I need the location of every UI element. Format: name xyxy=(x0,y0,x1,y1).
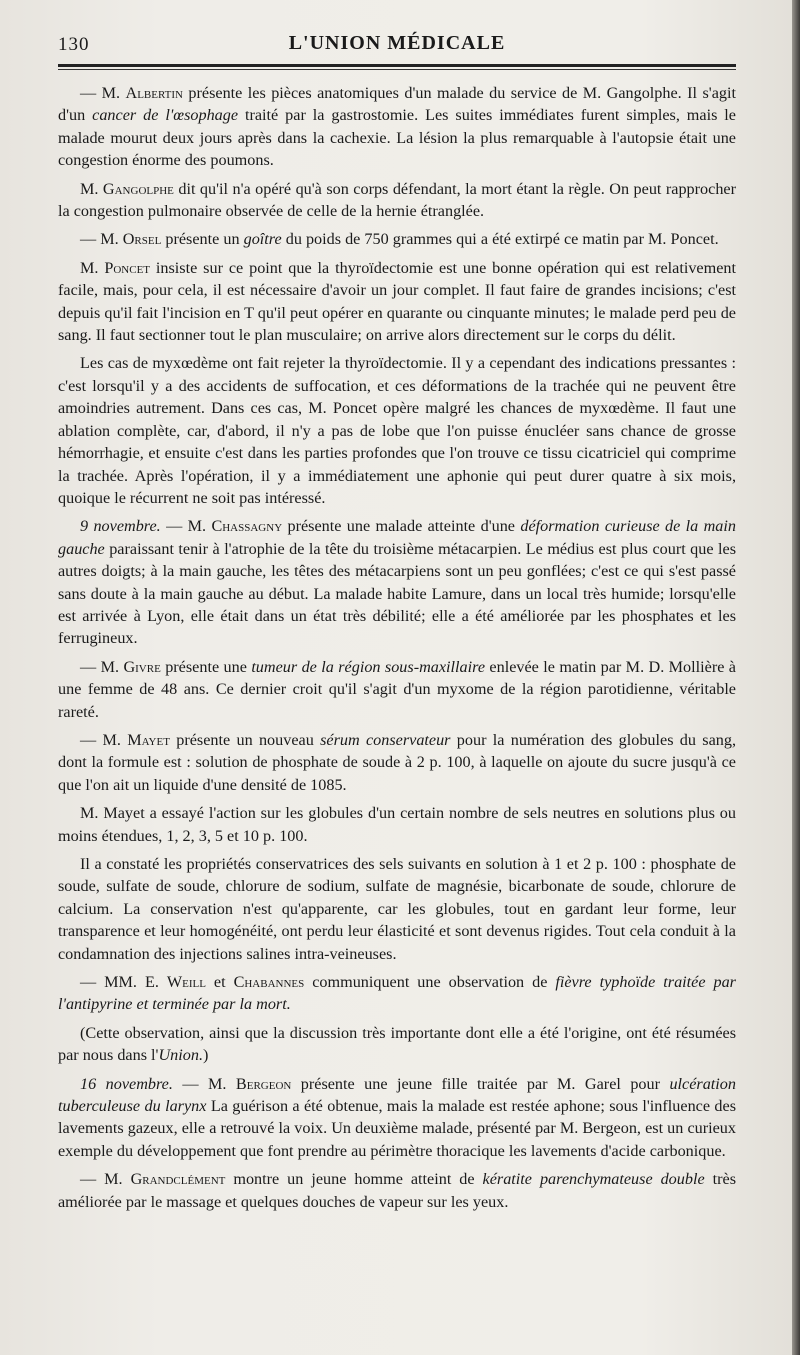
paragraph-p5 xyxy=(58,352,736,509)
text-run: M. xyxy=(80,179,103,198)
person-name: Albertin xyxy=(125,84,183,102)
paragraph-p2 xyxy=(58,178,736,223)
text-run: La guérison a été obtenue, mais la malade est restée aphone; sous l'influence des lavements gazeux, elle a retrouvé la voix. Un deuxième malade, présenté par M. Bergeon, est un curieux exemple du développement que font prendre au périmètre thoracique les lavements d'acide carbonique. xyxy=(58,1097,736,1160)
person-name: Weill xyxy=(166,973,206,992)
text-run: dit qu'il n'a opéré qu'à son corps défendant, la mort étant la règle. On peut rapprocher la congestion pulmonaire observée de celle de la hernie étranglée. xyxy=(58,179,736,221)
text-run: insiste sur ce point que la thyroïdectomie est une bonne opération qui est relativement facile, mais, pour cela, il est nécessaire d'avoir un jour complet. Il faut faire de grandes incisions; c'est depuis qu'il fait l'incision en T qu'il peut opérer en quarante ou cinquante minutes; le malade perd peu de sang. Il faut sectionner tout le plan musculaire; on arrive alors directement sur le corps du délit. xyxy=(58,258,736,345)
text-run: montre un jeune homme atteint de xyxy=(225,1170,483,1189)
text-run: présente une jeune fille traitée par M. Garel pour xyxy=(291,1074,670,1093)
text-run: Il a constaté les propriétés conservatrices des sels suivants en solution à 1 et 2 p. 100 : phosphate de soude, sulfate de soude, chlorure de sodium, sulfate de magnésie, bicarbonate de soude, chlorure de calcium. La conservation n'est qu'apparente, car les globules, tout en gardant leur forme, leur transparence et leur homogénéité, ont perdu leur élasticité et sont devenus rigides. Tout cela conduit à la condamnation des injections salines intra-veineuses. xyxy=(58,855,736,963)
person-name: Bergeon xyxy=(235,1074,292,1093)
text-run: — M. xyxy=(80,1170,131,1189)
text-run: communiquent une observation de xyxy=(304,973,556,992)
text-run: enlevée le matin par M. D. Mollière à une femme de 48 ans. Ce dernier croit qu'il s'agit d'un myxome de la région parotidienne, véritable rareté. xyxy=(58,657,736,721)
paragraph-p12 xyxy=(58,1022,736,1067)
running-title: L'UNION MÉDICALE xyxy=(288,32,506,54)
paragraph-p11 xyxy=(58,971,736,1016)
paragraph-p1 xyxy=(58,82,736,172)
text-run: paraissant tenir à l'atrophie de la tête du troisième métacarpien. Le médius est plus court que les autres doigts; à la main gauche, les têtes des métacarpiens sont un peu gonflées; c'est ce qui s'est passé sans doute à la main gauche au début. La malade habite Lamure, dans un local très humide; lorsqu'elle est arrivée à Lyon, elle était dans un état très débilité; elle a été améliorée par les phosphates et les ferrugineux. xyxy=(58,539,736,648)
paragraph-p7 xyxy=(58,656,736,723)
person-name: Grandclément xyxy=(130,1170,226,1189)
italic-text: cancer de l'œsophage xyxy=(92,106,239,125)
text-run: — M. xyxy=(172,1074,236,1093)
text-run: — M. xyxy=(80,84,126,102)
text-run: traité par la gastrostomie. Les suites immédiates furent simples, mais le malade mourut deux jours après dans la cachexie. La lésion la plus remarquable à l'autopsie était une congestion énorme des poumons. xyxy=(58,106,736,170)
italic-text: goître xyxy=(243,230,282,249)
paragraph-p3 xyxy=(58,228,736,250)
italic-text: 9 novembre. xyxy=(80,517,161,536)
italic-text: 16 novembre. xyxy=(80,1074,173,1093)
paragraph-p4 xyxy=(58,257,736,347)
text-run: — M. xyxy=(80,230,123,249)
person-name: Gangolphe xyxy=(102,179,174,198)
page-header xyxy=(58,30,736,60)
text-run: présente une malade atteinte d'une xyxy=(282,517,521,536)
text-run: — MM. E. xyxy=(80,973,167,992)
person-name: Chabannes xyxy=(233,973,305,992)
italic-text: sérum conservateur xyxy=(320,730,451,749)
text-run: Les cas de myxœdème ont fait rejeter la thyroïdectomie. Il y a cependant des indications pressantes : c'est lorsqu'il y a des accidents de suffocation, et ces déformations de la trachée qui ne peuvent être amoindries autrement. Dans ces cas, M. Poncet opère malgré les chances de myxœdème. Il faut une ablation complète, car, d'abord, il n'y a pas de lobe que l'on puisse énucléer sans chance de grosse hémorrhagie, et ensuite c'est dans les parties profondes que l'on trouve ce tissu cicatriciel qui comprime la trachée. Après l'opération, il y a immédiatement une aphonie qui peut durer quatre à six mois, quoique le récurrent ne soit pas intéressé. xyxy=(58,354,736,507)
book-spine-shadow xyxy=(792,0,800,1355)
text-run: présente une xyxy=(160,657,252,676)
header-rule-thick xyxy=(58,64,736,67)
italic-text: fièvre typhoïde traitée par l'antipyrine et terminée par la mort. xyxy=(58,973,736,1014)
paragraph-p9 xyxy=(58,802,736,847)
italic-text: ulcération tuberculeuse du larynx xyxy=(58,1074,736,1116)
text-run: présente un xyxy=(161,230,244,249)
text-run: présente un nouveau xyxy=(169,730,321,749)
italic-text: tumeur de la région sous-maxillaire xyxy=(251,657,486,676)
text-run: présente les pièces anatomiques d'un malade du service de M. Gangolphe. Il s'agit d'un xyxy=(58,84,736,125)
text-run: — M. xyxy=(160,517,212,536)
text-run: très améliorée par le massage et quelques douches de vapeur sur les yeux. xyxy=(58,1170,736,1211)
text-run: (Cette observation, ainsi que la discussion très importante dont elle a été l'origine, ont été résumées par nous dans l' xyxy=(58,1023,736,1065)
page-number: 130 xyxy=(58,34,90,55)
italic-text: kératite parenchymateuse double xyxy=(482,1170,705,1189)
text-run: et xyxy=(205,973,234,992)
text-run: ) xyxy=(203,1046,209,1065)
person-name: Givre xyxy=(123,657,161,676)
text-run: M. Mayet a essayé l'action sur les globules d'un certain nombre de sels neutres en solutions plus ou moins étendues, 1, 2, 3, 5 et 10 p. 100. xyxy=(58,804,736,845)
italic-text: Union. xyxy=(158,1046,203,1065)
person-name: Mayet xyxy=(127,730,170,749)
article-body xyxy=(58,82,736,1213)
text-run: du poids de 750 grammes qui a été extirpé ce matin par M. Poncet. xyxy=(281,230,719,249)
text-run: — M. xyxy=(80,730,128,749)
paragraph-p8 xyxy=(58,729,736,796)
text-run: pour la numération des globules du sang, dont la formule est : solution de phosphate de soude à 2 p. 100, à laquelle on ajoute du sucre jusqu'à ce que l'on ait un liquide d'une densité de 1085. xyxy=(58,730,736,794)
text-run: — M. xyxy=(80,657,124,676)
person-name: Orsel xyxy=(122,230,162,249)
paragraph-p6 xyxy=(58,515,736,649)
text-run: M. xyxy=(80,258,105,277)
paragraph-p13 xyxy=(58,1073,736,1163)
italic-text: déformation curieuse de la main gauche xyxy=(58,517,736,558)
person-name: Poncet xyxy=(104,258,151,277)
paragraph-p10 xyxy=(58,853,736,965)
paragraph-p14 xyxy=(58,1168,736,1213)
header-rule-thin xyxy=(58,69,736,70)
person-name: Chassagny xyxy=(211,517,283,536)
